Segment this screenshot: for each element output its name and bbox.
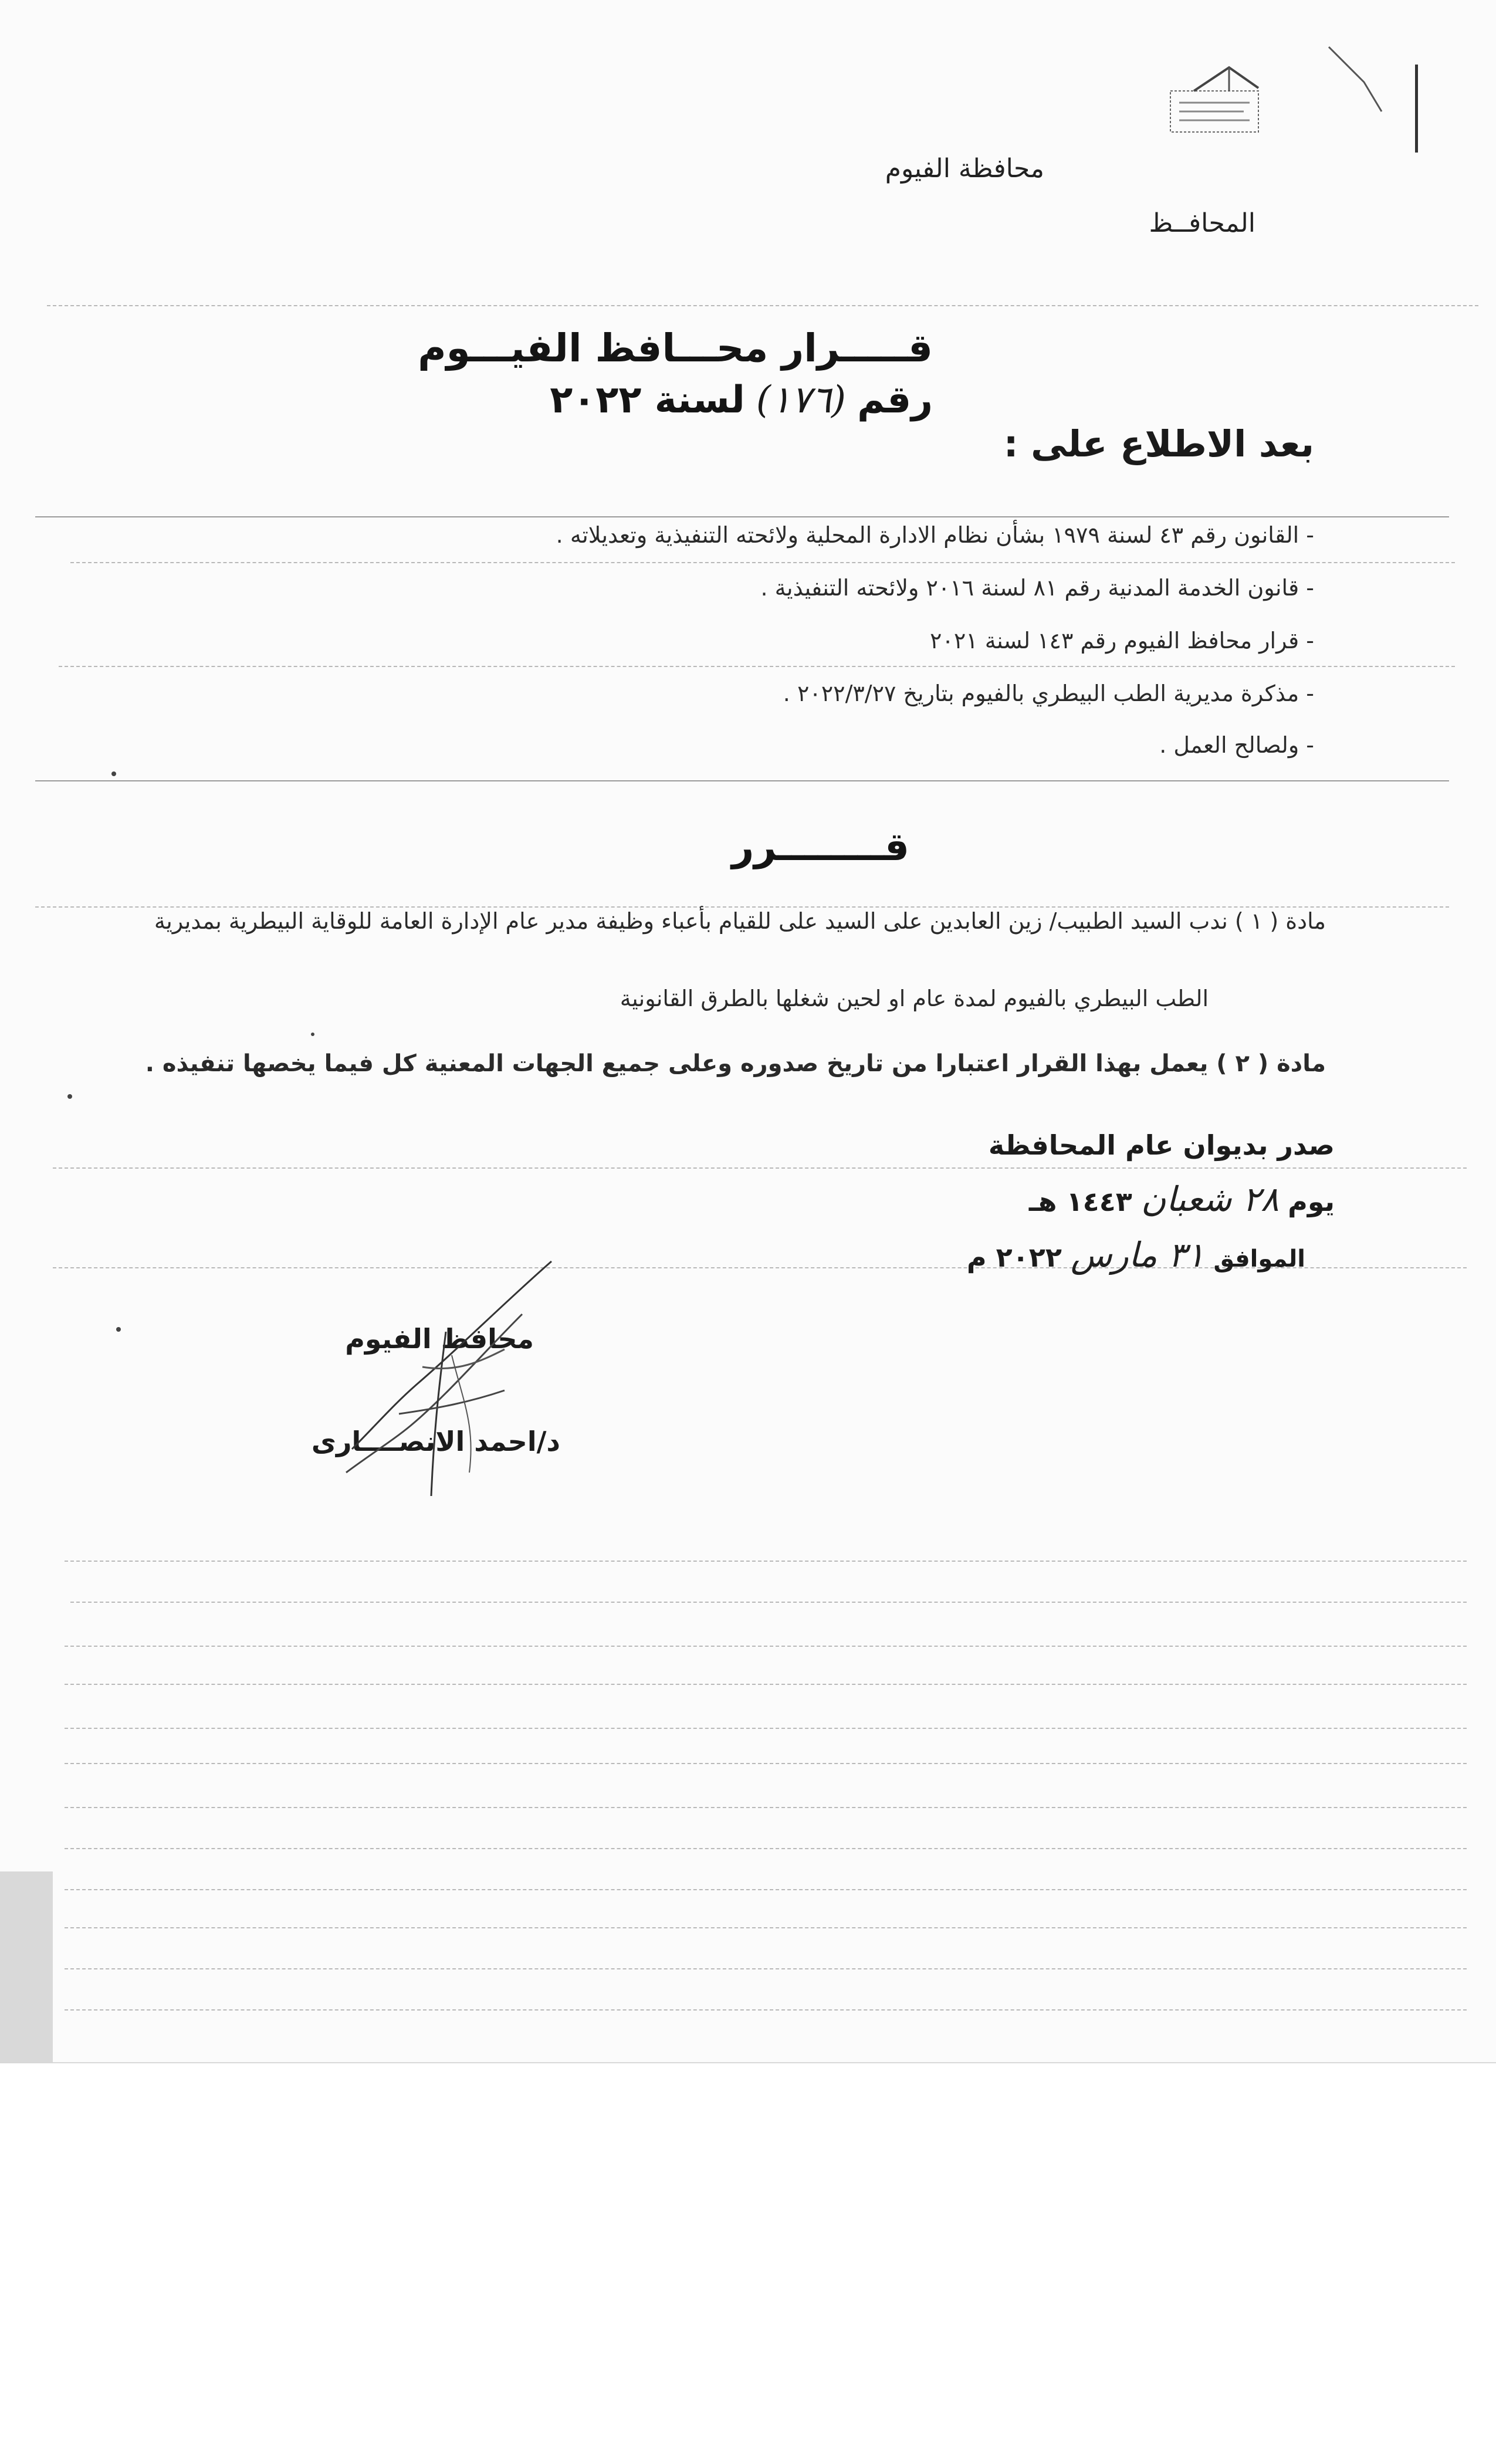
blank-rule xyxy=(65,1646,1467,1647)
handwritten-signature-icon xyxy=(329,1250,575,1514)
preamble-item: - مذكرة مديرية الطب البيطري بالفيوم بتاريخ ٢٠٢٢/٣/٢٧ . xyxy=(783,681,1314,706)
resolution-heading: قــــــــرر xyxy=(732,824,909,869)
hijri-date-handwritten: ٢٨ شعبان xyxy=(1140,1179,1280,1219)
divider xyxy=(53,1167,1467,1169)
blank-rule xyxy=(65,1927,1467,1928)
governorate-label: محافظة الفيوم xyxy=(885,154,1044,184)
article-2: مادة ( ٢ ) يعمل بهذا القرار اعتبارا من تاريخ صدوره وعلى جميع الجهات المعنية كل فيما يخصها تنفيذه . xyxy=(145,1050,1326,1077)
signatory-title: محافظ الفيوم xyxy=(345,1323,534,1355)
decree-number-prefix: رقم xyxy=(857,378,933,422)
blank-rule xyxy=(65,1807,1467,1808)
gregorian-date-year: ٢٠٢٢ م xyxy=(966,1241,1062,1273)
blank-rule xyxy=(65,1889,1467,1890)
scan-speck xyxy=(116,1327,121,1332)
article-1-line-2: الطب البيطري بالفيوم لمدة عام او لحين شغلها بالطرق القانونية xyxy=(620,986,1209,1011)
decree-title: قـــــرار محـــافظ الفيـــوم xyxy=(418,326,933,371)
divider xyxy=(47,305,1478,306)
issued-at: صدر بديوان عام المحافظة xyxy=(988,1129,1335,1161)
preamble-item: - القانون رقم ٤٣ لسنة ١٩٧٩ بشأن نظام الادارة المحلية ولائحته التنفيذية وتعديلاته . xyxy=(556,522,1314,548)
governorate-logo-icon xyxy=(1159,56,1276,144)
decree-number-line xyxy=(550,378,933,422)
divider xyxy=(35,780,1449,781)
gregorian-date-line xyxy=(967,1235,1305,1275)
scan-edge-shadow xyxy=(0,1871,53,2062)
blank-rule xyxy=(65,1684,1467,1685)
preamble-item: - ولصالح العمل . xyxy=(1159,732,1314,758)
divider xyxy=(35,516,1449,517)
hijri-date-year: ١٤٤٣ هـ xyxy=(1028,1186,1132,1217)
divider xyxy=(70,562,1455,563)
scan-speck xyxy=(111,771,116,776)
divider xyxy=(59,666,1455,667)
article-1-line-1: مادة ( ١ ) ندب السيد الطبيب/ زين العابدين على السيد على للقيام بأعباء وظيفة مدير عام الإدارة العامة للوقاية البيطرية بمديرية xyxy=(154,908,1326,934)
scan-speck xyxy=(311,1033,314,1036)
scan-edge-line xyxy=(1415,65,1418,153)
decree-number-handwritten: (١٧٦) xyxy=(756,378,846,422)
blank-rule xyxy=(65,2009,1467,2011)
signatory-name: د/احمد الانصــــارى xyxy=(311,1426,560,1457)
scan-speck xyxy=(67,1094,72,1099)
blank-rule xyxy=(65,1728,1467,1729)
gregorian-date-prefix: الموافق xyxy=(1213,1245,1305,1272)
governor-label: المحافــظ xyxy=(1149,208,1255,238)
preamble-item: - قانون الخدمة المدنية رقم ٨١ لسنة ٢٠١٦ ولائحته التنفيذية . xyxy=(760,575,1314,601)
blank-rule xyxy=(65,1848,1467,1849)
preamble-intro: بعد الاطلاع على : xyxy=(1003,422,1314,465)
decree-year: لسنة ٢٠٢٢ xyxy=(550,378,745,422)
preamble-item: - قرار محافظ الفيوم رقم ١٤٣ لسنة ٢٠٢١ xyxy=(930,628,1314,654)
gregorian-date-handwritten: ٣١ مارس xyxy=(1071,1235,1205,1275)
blank-rule xyxy=(70,1602,1467,1603)
corner-scratch-icon xyxy=(1323,41,1393,117)
blank-rule xyxy=(65,1561,1467,1562)
hijri-date-line xyxy=(1029,1179,1335,1219)
hijri-date-prefix: يوم xyxy=(1288,1186,1335,1217)
blank-rule xyxy=(65,1968,1467,1969)
divider xyxy=(35,906,1449,908)
blank-rule xyxy=(65,1763,1467,1764)
